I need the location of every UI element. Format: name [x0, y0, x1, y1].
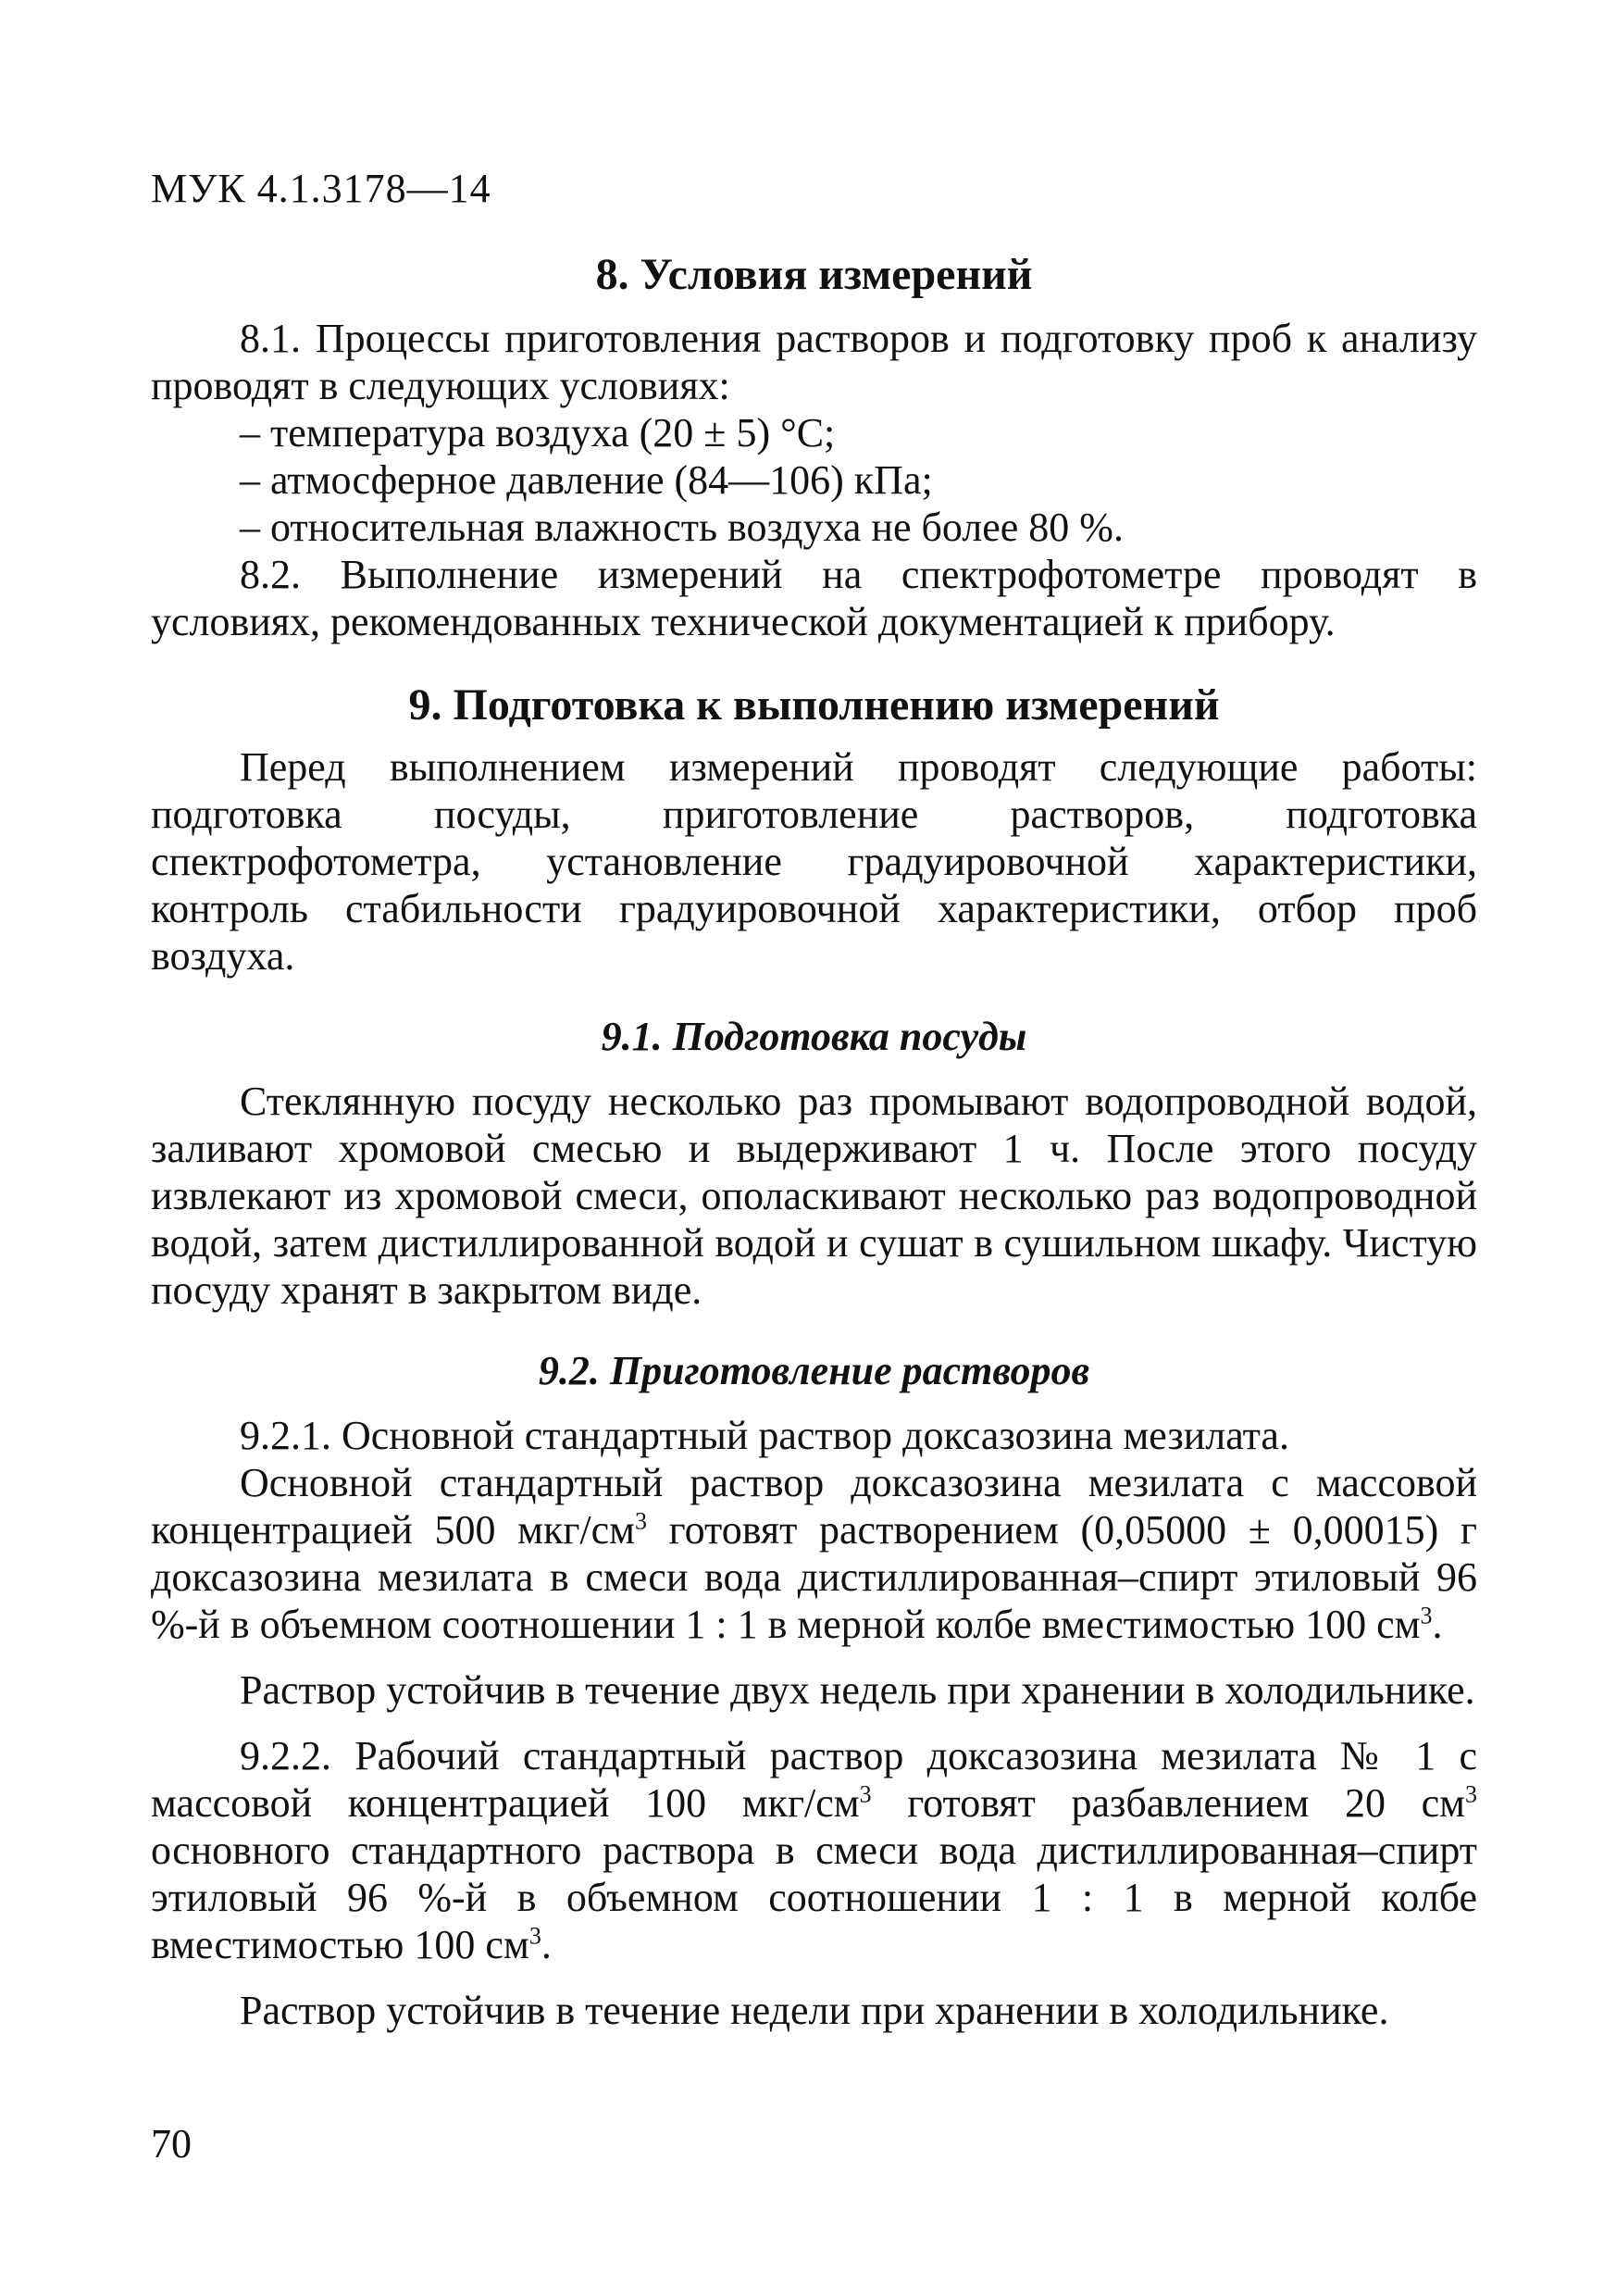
superscript-3: 3 — [528, 1922, 541, 1950]
paragraph-9-2-1-heading: 9.2.1. Основной стандартный раствор доксазозина мезилата. — [240, 1413, 1289, 1458]
document-code: МУК 4.1.3178—14 — [151, 166, 491, 211]
page-number: 70 — [151, 2121, 192, 2166]
subsection-9-2-title: 9.2. Приготовление растворов — [538, 1348, 1090, 1393]
paragraph-9-2-1-stability: Раствор устойчив в течение двух недель при хранении в холодильнике. — [240, 1667, 1475, 1713]
superscript-3: 3 — [859, 1780, 872, 1808]
superscript-3: 3 — [1420, 1602, 1433, 1629]
paragraph-9-1: Стеклянную посуду несколько раз промывают водопроводной водой, заливают хромовой смесью и выдерживают 1 ч. После этого посуду извлекают из хромовой смеси, ополаскивают несколько раз водопроводной водой, затем дистиллированной водой и сушат в сушильном шкафу. Чистую посуду хранят в закрытом виде. — [151, 1079, 1477, 1313]
paragraph-8-1: 8.1. Процессы приготовления растворов и подготовку проб к анализу проводят в следующих условиях: — [151, 316, 1477, 408]
section-9-title: 9. Подготовка к выполнению измерений — [408, 680, 1220, 730]
superscript-3: 3 — [1465, 1780, 1478, 1808]
paragraph-8-2: 8.2. Выполнение измерений на спектрофотометре проводят в условиях, рекомендованных технической документацией к прибору. — [151, 552, 1477, 644]
superscript-3: 3 — [635, 1507, 647, 1535]
paragraph-9-intro: Перед выполнением измерений проводят следующие работы: подготовка посуды, приготовление растворов, подготовка спектрофотометра, установление градуировочной характеристики, контроль стабильности градуировочной характеристики, отбор проб воздуха. — [151, 744, 1477, 979]
section-8-title: 8. Условия измерений — [595, 250, 1033, 299]
condition-pressure: – атмосферное давление (84—106) кПа; — [240, 457, 933, 503]
subsection-9-1-title: 9.1. Подготовка посуды — [601, 1014, 1027, 1059]
paragraph-9-2-2: 9.2.2. Рабочий стандартный раствор доксазозина мезилата № 1 с массовой концентрацией 100 мкг/$см^3$ готовят разбавлением 20 $см^3$ основного стандартного раствора в смеси вода дистиллированная–спирт этиловый 96 %-й в объемном соотношении 1 : 1 в мерной колбе вместимостью 100 $см^3$. — [151, 1733, 1478, 1967]
paragraph-9-2-2-stability: Раствор устойчив в течение недели при хранении в холодильнике. — [240, 1988, 1389, 2033]
paragraph-9-2-1-body: Основной стандартный раствор доксазозина мезилата с массовой концентрацией 500 мкг/$см^3$ готовят растворением (0,05000 ± 0,00015) г доксазозина мезилата в смеси вода дистиллированная–спирт этиловый 96 %-й в объемном соотношении 1 : 1 в мерной колбе вместимостью 100 $см^3$. — [151, 1460, 1477, 1647]
condition-temperature: – температура воздуха (20 ± 5) °С; — [240, 410, 836, 455]
condition-humidity: – относительная влажность воздуха не более 80 %. — [240, 505, 1124, 550]
page-content — [151, 248, 1477, 2034]
